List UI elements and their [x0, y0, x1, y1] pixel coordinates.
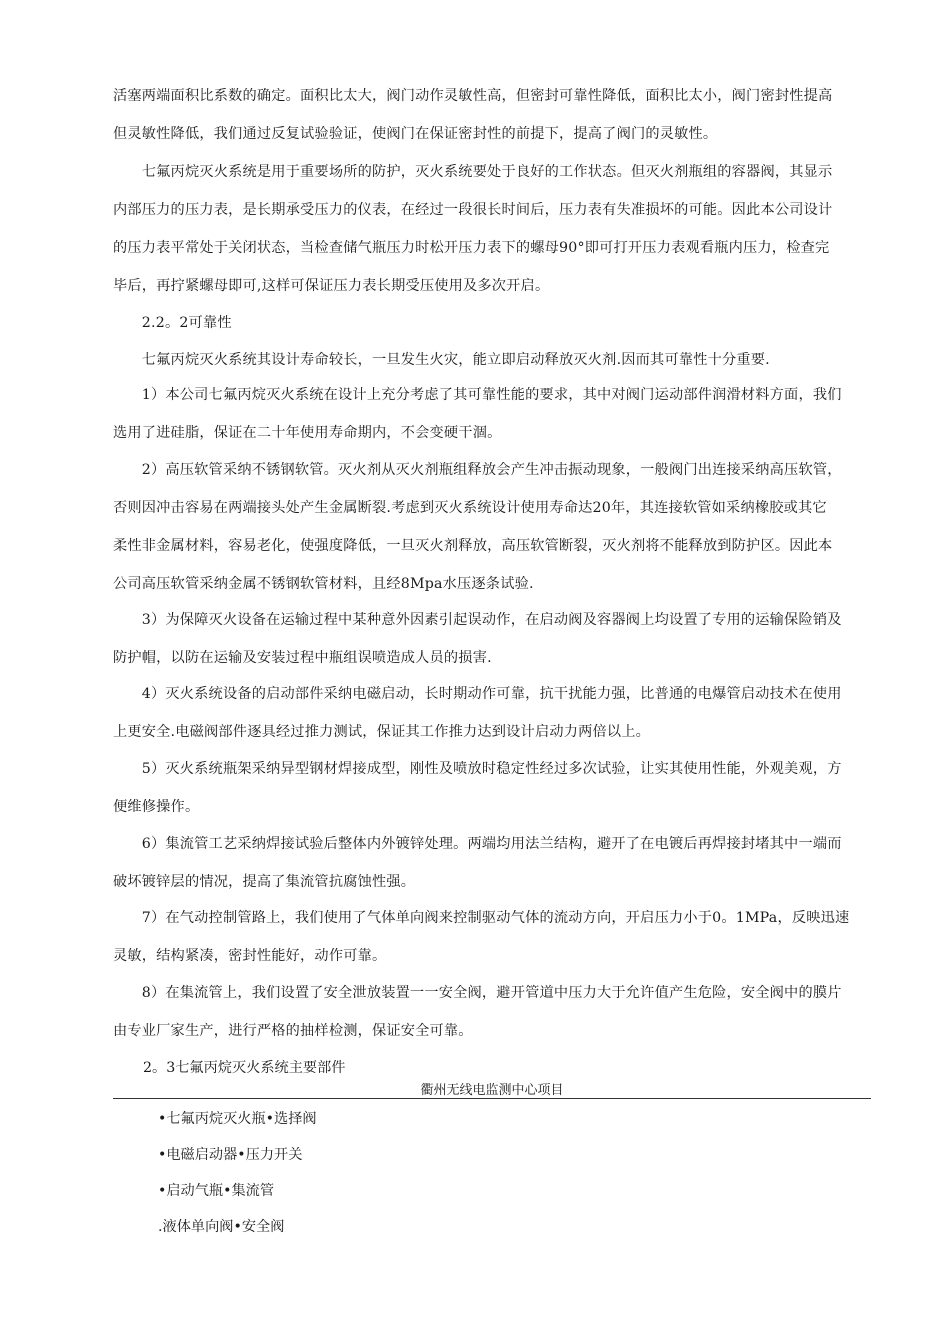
paragraph-piston-ratio [113, 77, 873, 153]
paragraph-reliability-intro [113, 341, 873, 379]
text-line: 七氟丙烷灭火系统其设计寿命较长，一旦发生火灾，能立即启动释放灭火剂.因而其可靠性十分重要. [113, 352, 770, 368]
text-line: 8）在集流管上，我们设置了安全泄放装置一一安全阀，避开管道中压力大于允许值产生危险，安全阀中的膜片 [113, 985, 842, 1001]
text-line: 7）在气动控制管路上，我们使用了气体单向阀来控制驱动气体的流动方向，开启压力小于0。1MPa，反映迅速 [113, 910, 850, 926]
text-line: 柔性非金属材料，容易老化，使强度降低，一旦灭火剂释放，高压软管断裂，灭火剂将不能释放到防护区。因此本 [113, 538, 833, 554]
subsection-heading-reliability [113, 304, 873, 342]
text-line: 1）本公司七氟丙烷灭火系统在设计上充分考虑了其可靠性能的要求，其中对阀门运动部件润滑材料方面，我们 [113, 387, 842, 403]
text-line: 内部压力的压力表，是长期承受压力的仪表，在经过一段很长时间后，压力表有失准损坏的可能。因此本公司设计 [113, 202, 833, 218]
paragraph-item-7 [113, 899, 873, 975]
text-line: 活塞两端面积比系数的确定。面积比太大，阀门动作灵敏性高，但密封可靠性降低，面积比太小，阀门密封性提高 [113, 88, 833, 104]
text-line: 3）为保障灭火设备在运输过程中某种意外因素引起误动作，在启动阀及容器阀上均设置了专用的运输保险销及 [113, 612, 842, 628]
paragraph-item-4 [113, 675, 873, 751]
text-line: 4）灭火系统设备的启动部件采纳电磁启动，长时期动作可靠，抗干扰能力强，比普通的电爆管启动技术在使用 [113, 686, 842, 702]
paragraph-item-8 [113, 974, 873, 1050]
section-heading-main-components: 2。3七氟丙烷灭火系统主要部件 [143, 1060, 346, 1076]
text-line: 由专业厂家生产，进行严格的抽样检测，保证安全可靠。 [113, 1023, 473, 1039]
component-list-item: .液体单向阀•安全阀 [158, 1219, 285, 1235]
text-line: 2.2。2可靠性 [113, 315, 232, 331]
paragraph-item-2 [113, 451, 873, 603]
text-line: 毕后，再拧紧螺母即可,这样可保证压力表长期受压使用及多次开启。 [113, 278, 550, 294]
text-line: 防护帽，以防在运输及安装过程中瓶组误喷造成人员的损害. [113, 650, 492, 666]
paragraph-pressure-gauge [113, 153, 873, 305]
paragraph-item-1 [113, 376, 873, 452]
component-list-item: •七氟丙烷灭火瓶•选择阀 [158, 1111, 317, 1127]
text-line: 上更安全.电磁阀部件逐具经过推力测试，保证其工作推力达到设计启动力两倍以上。 [113, 724, 651, 740]
text-line: 便维修操作。 [113, 799, 200, 815]
text-line: 灵敏，结构紧凑，密封性能好，动作可靠。 [113, 948, 387, 964]
text-line: 5）灭火系统瓶架采纳异型钢材焊接成型，刚性及喷放时稳定性经过多次试验，让实其使用性能，外观美观，方 [113, 761, 842, 777]
text-line: 但灵敏性降低，我们通过反复试验验证，使阀门在保证密封性的前提下，提高了阀门的灵敏性。 [113, 126, 718, 142]
text-line: 2）高压软管采纳不锈钢软管。灭火剂从灭火剂瓶组释放会产生冲击振动现象，一般阀门出连接采纳高压软管， [113, 462, 842, 478]
text-line: 6）集流管工艺采纳焊接试验后整体内外镀锌处理。两端均用法兰结构，避开了在电镀后再焊接封堵其中一端而 [113, 836, 842, 852]
text-line: 七氟丙烷灭火系统是用于重要场所的防护，灭火系统要处于良好的工作状态。但灭火剂瓶组的容器阀，其显示 [113, 164, 833, 180]
component-list-item: •电磁启动器•压力开关 [158, 1147, 303, 1163]
text-line: 选用了进硅脂，保证在二十年使用寿命期内，不会变硬干涸。 [113, 425, 502, 441]
running-footer-title: 衢州无线电监测中心项目 [420, 1083, 564, 1098]
paragraph-item-3 [113, 601, 873, 677]
text-line: 破坏镀锌层的情况，提高了集流管抗腐蚀性强。 [113, 874, 416, 890]
text-line: 公司高压软管采纳金属不锈钢软管材料，且经8Mpa水压逐条试验. [113, 576, 534, 592]
footer-divider [113, 1098, 871, 1099]
paragraph-item-5 [113, 750, 873, 826]
text-line: 否则因冲击容易在两端接头处产生金属断裂.考虑到灭火系统设计使用寿命达20年，其连接软管如采纳橡胶或其它 [113, 500, 827, 516]
component-list-item: •启动气瓶•集流管 [158, 1183, 275, 1199]
paragraph-item-6 [113, 825, 873, 901]
text-line: 的压力表平常处于关闭状态，当检查储气瓶压力时松开压力表下的螺母90°即可打开压力表观看瓶内压力，检查完 [113, 240, 830, 256]
